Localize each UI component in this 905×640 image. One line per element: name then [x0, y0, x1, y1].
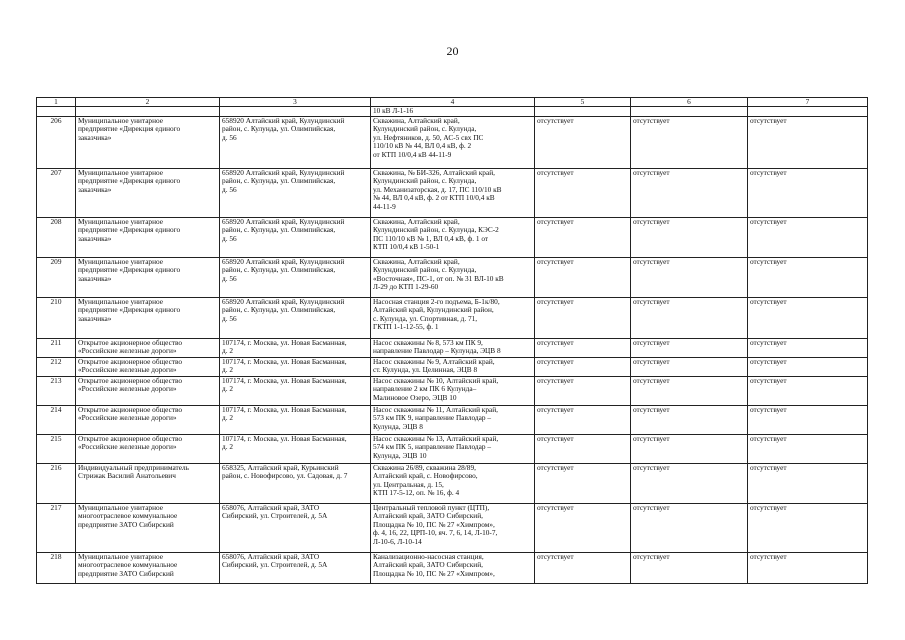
table-row — [37, 168, 868, 217]
address-line: 107174, г. Москва, ул. Новая Басманная, — [222, 405, 347, 414]
owner-line: заказчика» — [78, 273, 112, 283]
row-number-cell: 210 — [37, 297, 76, 338]
owner-line: Муниципальное унитарное — [78, 297, 163, 306]
object-cell — [371, 338, 535, 357]
address-line: д. 2 — [222, 346, 234, 356]
object-line: Насос скважины № 13, Алтайский край, — [373, 434, 499, 443]
column-7-cell: отсутствует — [748, 463, 868, 503]
object-cell — [371, 217, 535, 257]
column-5-cell: отсутствует — [535, 376, 631, 405]
object-cell — [371, 405, 535, 434]
owner-line: предприятие ЗАТО Сибирский — [78, 568, 174, 578]
owner-line: предприятие «Дирекция единого — [78, 305, 181, 315]
continuation-cell — [631, 107, 748, 117]
column-6-cell: отсутствует — [631, 503, 748, 552]
object-line: Л-10-6, Л-10-14 — [373, 536, 422, 546]
row-number-cell: 212 — [37, 357, 76, 376]
owner-cell — [76, 217, 220, 257]
column-7-cell: отсутствует — [748, 405, 868, 434]
owner-line: «Российские железные дороги» — [78, 346, 177, 356]
row-number-cell: 218 — [37, 552, 76, 583]
column-6-cell: отсутствует — [631, 257, 748, 297]
column-6-cell: отсутствует — [631, 405, 748, 434]
address-line: Сибирский, ул. Строителей, д. 5А — [222, 511, 328, 521]
column-7-cell: отсутствует — [748, 503, 868, 552]
object-line: Кулунда, ЭЦВ 8 — [373, 421, 423, 431]
column-7-cell: отсутствует — [748, 357, 868, 376]
owner-line: Стрижак Василий Анатольевич — [78, 471, 176, 481]
owner-line: предприятие ЗАТО Сибирский — [78, 519, 174, 529]
address-cell — [220, 503, 371, 552]
row-number-cell: 216 — [37, 463, 76, 503]
address-line: д. 2 — [222, 384, 234, 394]
address-cell — [220, 217, 371, 257]
address-cell — [220, 168, 371, 217]
column-number: 2 — [76, 98, 220, 107]
address-line: 658920 Алтайский край, Кулундинский — [222, 297, 345, 306]
owner-cell — [76, 376, 220, 405]
address-cell — [220, 376, 371, 405]
address-line: район, с. Кулунда, ул. Олимпийская, — [222, 225, 336, 235]
column-number-row — [37, 98, 868, 107]
column-5-cell: отсутствует — [535, 434, 631, 463]
address-line: д. 2 — [222, 365, 234, 375]
continuation-cell — [37, 107, 76, 117]
object-cell — [371, 168, 535, 217]
owner-cell — [76, 552, 220, 583]
object-line: ПС 110/10 кВ № 1, ВЛ 0,4 кВ, ф. 1 от — [373, 233, 489, 243]
object-line: ст. Кулунда, ул. Целинная, ЭЦВ 8 — [373, 365, 478, 375]
object-line: Скважина, Алтайский край, — [373, 217, 460, 226]
owner-line: Муниципальное унитарное — [78, 116, 163, 125]
address-line: д. 56 — [222, 313, 237, 323]
object-line: Насосная станция 2-го подъема, Б-1к/80, — [373, 297, 500, 306]
owner-cell — [76, 168, 220, 217]
owner-line: «Российские железные дороги» — [78, 442, 177, 452]
object-line: № 44, ВЛ 0,4 кВ, ф. 2 от КТП 10/0,4 кВ — [373, 193, 495, 203]
owner-line: предприятие «Дирекция единого — [78, 265, 181, 275]
address-line: 658920 Алтайский край, Кулундинский — [222, 116, 345, 125]
address-line: д. 56 — [222, 184, 237, 194]
continuation-cell — [76, 107, 220, 117]
owner-line: Муниципальное унитарное — [78, 552, 163, 561]
owner-line: Муниципальное унитарное — [78, 503, 163, 512]
address-line: 107174, г. Москва, ул. Новая Басманная, — [222, 376, 347, 385]
object-cell — [371, 257, 535, 297]
object-line: 44-11-9 — [373, 201, 396, 211]
object-cell — [371, 376, 535, 405]
object-line: 110/10 кВ № 44, ВЛ 0,4 кВ, ф. 2 — [373, 141, 472, 151]
object-line: ф. 4, 16, 22, ЦРП-10, яч. 7, 6, 14, Л-10-7, — [373, 528, 498, 538]
object-line: Скважина, № БИ-326, Алтайский край, — [373, 168, 495, 177]
object-line: ул. Центральная, д. 15, — [373, 479, 444, 489]
object-cell — [371, 357, 535, 376]
object-line: Площадка № 10, ПС № 27 «Химпром», — [373, 519, 495, 529]
row-number-cell: 211 — [37, 338, 76, 357]
object-line: Насос скважины № 8, 573 км ПК 9, — [373, 338, 483, 347]
column-6-cell: отсутствует — [631, 552, 748, 583]
continuation-cell — [220, 107, 371, 117]
row-number-cell: 214 — [37, 405, 76, 434]
table-row — [37, 405, 868, 434]
column-7-cell: отсутствует — [748, 257, 868, 297]
column-7-cell: отсутствует — [748, 338, 868, 357]
object-line: 573 км ПК 9, направление Павлодар – — [373, 413, 491, 423]
address-line: 658920 Алтайский край, Кулундинский — [222, 217, 345, 226]
object-line: ул. Нефтяников, д. 50, АС-5 свх ПС — [373, 132, 484, 142]
owner-cell — [76, 503, 220, 552]
object-line: Алтайский край, Кулундинский район, — [373, 305, 494, 315]
row-number-cell: 206 — [37, 116, 76, 168]
column-7-cell: отсутствует — [748, 116, 868, 168]
address-cell — [220, 405, 371, 434]
table-row — [37, 552, 868, 583]
column-6-cell: отсутствует — [631, 168, 748, 217]
registry-table — [36, 97, 868, 584]
address-cell — [220, 357, 371, 376]
continuation-cell — [535, 107, 631, 117]
table-row — [37, 217, 868, 257]
table-row — [37, 257, 868, 297]
object-line: от КТП 10/0,4 кВ 44-11-9 — [373, 149, 452, 159]
object-line: 10 кВ Л-1-16 — [373, 106, 414, 115]
object-line: Алтайский край, с. Новофирсово, — [373, 471, 478, 481]
object-line: 574 км ПК 5, направление Павлодар – — [373, 442, 491, 452]
column-7-cell: отсутствует — [748, 552, 868, 583]
address-line: 107174, г. Москва, ул. Новая Басманная, — [222, 338, 347, 347]
column-6-cell: отсутствует — [631, 357, 748, 376]
owner-line: Открытое акционерное общество — [78, 405, 183, 414]
row-number-cell: 209 — [37, 257, 76, 297]
owner-line: Открытое акционерное общество — [78, 357, 183, 366]
object-line: Л-29 до КТП 1-29-60 — [373, 282, 439, 292]
owner-line: предприятие «Дирекция единого — [78, 124, 181, 134]
column-5-cell: отсутствует — [535, 116, 631, 168]
row-number-cell: 208 — [37, 217, 76, 257]
owner-line: многоотраслевое коммунальное — [78, 560, 178, 570]
owner-cell — [76, 116, 220, 168]
object-line: Алтайский край, ЗАТО Сибирский, — [373, 560, 483, 570]
object-cell — [371, 297, 535, 338]
address-cell — [220, 116, 371, 168]
column-5-cell: отсутствует — [535, 297, 631, 338]
column-number: 1 — [37, 98, 76, 107]
column-number: 7 — [748, 98, 868, 107]
address-cell — [220, 552, 371, 583]
owner-line: Открытое акционерное общество — [78, 338, 183, 347]
table-row — [37, 338, 868, 357]
table-row — [37, 376, 868, 405]
column-6-cell: отсутствует — [631, 217, 748, 257]
column-5-cell: отсутствует — [535, 405, 631, 434]
object-cell — [371, 552, 535, 583]
object-line: «Восточная», ПС-1, от оп. № 31 ВЛ-10 кВ — [373, 273, 504, 283]
address-line: 658920 Алтайский край, Кулундинский — [222, 168, 345, 177]
column-5-cell: отсутствует — [535, 338, 631, 357]
object-line: Алтайский край, ЗАТО Сибирский, — [373, 511, 483, 521]
address-cell — [220, 338, 371, 357]
address-line: 658076, Алтайский край, ЗАТО — [222, 552, 320, 561]
row-number-cell: 215 — [37, 434, 76, 463]
object-line: с. Кулунда, ул. Спортивная, д. 71, — [373, 313, 478, 323]
owner-line: Муниципальное унитарное — [78, 217, 163, 226]
column-6-cell: отсутствует — [631, 376, 748, 405]
object-line: Площадка № 10, ПС № 27 «Химпром», — [373, 568, 495, 578]
address-line: район, с. Кулунда, ул. Олимпийская, — [222, 265, 336, 275]
address-line: 658076, Алтайский край, ЗАТО — [222, 503, 320, 512]
owner-line: Индивидуальный предприниматель — [78, 463, 189, 472]
owner-line: заказчика» — [78, 184, 112, 194]
column-5-cell: отсутствует — [535, 463, 631, 503]
address-line: д. 2 — [222, 442, 234, 452]
address-line: д. 56 — [222, 233, 237, 243]
column-5-cell: отсутствует — [535, 257, 631, 297]
owner-line: Муниципальное унитарное — [78, 168, 163, 177]
owner-line: «Российские железные дороги» — [78, 413, 177, 423]
owner-cell — [76, 257, 220, 297]
column-5-cell: отсутствует — [535, 552, 631, 583]
column-number: 6 — [631, 98, 748, 107]
column-7-cell: отсутствует — [748, 168, 868, 217]
object-cell — [371, 503, 535, 552]
column-number: 3 — [220, 98, 371, 107]
owner-line: Открытое акционерное общество — [78, 376, 183, 385]
row-number-cell: 213 — [37, 376, 76, 405]
object-line: Насос скважины № 10, Алтайский край, — [373, 376, 499, 385]
object-line: Кулундинский район, с. Кулунда, — [373, 176, 477, 186]
column-6-cell: отсутствует — [631, 434, 748, 463]
object-line: направление Павлодар – Кулунда, ЭЦВ 8 — [373, 346, 501, 356]
owner-cell — [76, 297, 220, 338]
object-line: Кулунда, ЭЦВ 10 — [373, 450, 427, 460]
address-line: 658920 Алтайский край, Кулундинский — [222, 257, 345, 266]
row-number-cell: 207 — [37, 168, 76, 217]
continuation-object-cell — [371, 107, 535, 117]
column-7-cell: отсутствует — [748, 376, 868, 405]
address-line: д. 56 — [222, 132, 237, 142]
object-line: Кулундинский район, с. Кулунда, — [373, 265, 477, 275]
object-line: направление 2 км ПК 6 Кулунда– — [373, 384, 477, 394]
column-7-cell: отсутствует — [748, 434, 868, 463]
address-line: д. 2 — [222, 413, 234, 423]
owner-line: заказчика» — [78, 233, 112, 243]
column-5-cell: отсутствует — [535, 357, 631, 376]
address-cell — [220, 434, 371, 463]
column-6-cell: отсутствует — [631, 297, 748, 338]
continuation-row — [37, 107, 868, 117]
column-5-cell: отсутствует — [535, 503, 631, 552]
owner-line: Открытое акционерное общество — [78, 434, 183, 443]
owner-cell — [76, 405, 220, 434]
object-line: Малиновое Озеро, ЭЦВ 10 — [373, 392, 457, 402]
object-line: Кулундинский район, с. Кулунда, — [373, 124, 477, 134]
owner-cell — [76, 338, 220, 357]
address-line: район, с. Кулунда, ул. Олимпийская, — [222, 305, 336, 315]
object-line: Канализационно-насосная станция, — [373, 552, 484, 561]
column-number: 5 — [535, 98, 631, 107]
address-line: д. 56 — [222, 273, 237, 283]
column-5-cell: отсутствует — [535, 168, 631, 217]
owner-line: предприятие «Дирекция единого — [78, 225, 181, 235]
owner-line: многоотраслевое коммунальное — [78, 511, 178, 521]
address-line: 658325, Алтайский край, Курьинский — [222, 463, 339, 472]
column-number: 4 — [371, 98, 535, 107]
address-line: район, с. Кулунда, ул. Олимпийская, — [222, 176, 336, 186]
table-row — [37, 116, 868, 168]
address-line: Сибирский, ул. Строителей, д. 5А — [222, 560, 328, 570]
table-row — [37, 357, 868, 376]
object-line: Центральный тепловой пункт (ЦТП), — [373, 503, 490, 512]
object-line: Скважина, Алтайский край, — [373, 257, 460, 266]
object-line: ул. Механизаторская, д. 17, ПС 110/10 кВ — [373, 184, 502, 194]
continuation-cell — [748, 107, 868, 117]
object-line: Кулундинский район, с. Кулунда, КЭС-2 — [373, 225, 499, 235]
column-7-cell: отсутствует — [748, 297, 868, 338]
object-line: ГКТП 1-1-12-55, ф. 1 — [373, 322, 439, 332]
table-row — [37, 297, 868, 338]
address-cell — [220, 463, 371, 503]
owner-line: заказчика» — [78, 132, 112, 142]
address-cell — [220, 297, 371, 338]
owner-cell — [76, 357, 220, 376]
column-5-cell: отсутствует — [535, 217, 631, 257]
object-line: Скважина, Алтайский край, — [373, 116, 460, 125]
column-6-cell: отсутствует — [631, 116, 748, 168]
object-cell — [371, 116, 535, 168]
owner-cell — [76, 434, 220, 463]
owner-line: заказчика» — [78, 313, 112, 323]
address-line: 107174, г. Москва, ул. Новая Басманная, — [222, 357, 347, 366]
object-line: Скважина 26/89, скважина 28/89, — [373, 463, 476, 472]
table-row — [37, 463, 868, 503]
owner-line: предприятие «Дирекция единого — [78, 176, 181, 186]
page-number: 20 — [446, 44, 459, 58]
row-number-cell: 217 — [37, 503, 76, 552]
object-line: КТП 10/0,4 кВ 1-50-1 — [373, 242, 440, 252]
address-line: район, с. Кулунда, ул. Олимпийская, — [222, 124, 336, 134]
object-line: Насос скважины № 9, Алтайский край, — [373, 357, 495, 366]
column-6-cell: отсутствует — [631, 338, 748, 357]
table-row — [37, 503, 868, 552]
owner-line: «Российские железные дороги» — [78, 384, 177, 394]
address-cell — [220, 257, 371, 297]
object-cell — [371, 463, 535, 503]
address-line: 107174, г. Москва, ул. Новая Басманная, — [222, 434, 347, 443]
object-line: Насос скважины № 11, Алтайский край, — [373, 405, 498, 414]
owner-line: Муниципальное унитарное — [78, 257, 163, 266]
table-row — [37, 434, 868, 463]
owner-line: «Российские железные дороги» — [78, 365, 177, 375]
address-line: район, с. Новофирсово, ул. Садовая, д. 7 — [222, 471, 348, 481]
owner-cell — [76, 463, 220, 503]
column-7-cell: отсутствует — [748, 217, 868, 257]
column-6-cell: отсутствует — [631, 463, 748, 503]
object-cell — [371, 434, 535, 463]
object-line: КТП 17-5-12, оп. № 16, ф. 4 — [373, 488, 460, 498]
